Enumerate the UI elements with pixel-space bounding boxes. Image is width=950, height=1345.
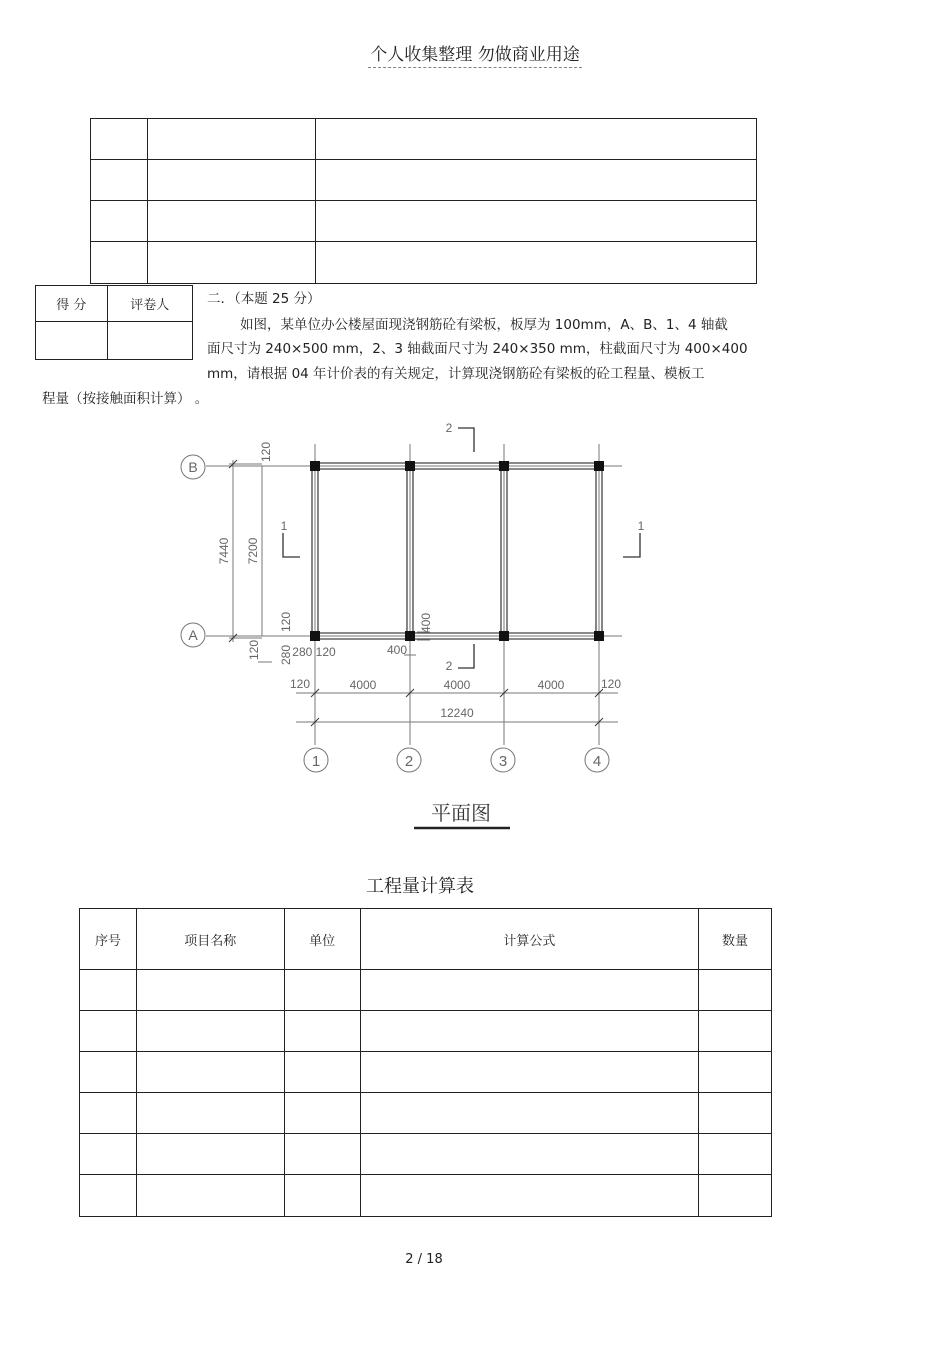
header-text: 个人收集整理 勿做商业用途 — [368, 45, 581, 68]
col-header-quantity: 数量 — [699, 909, 772, 970]
calc-table-header-row — [80, 909, 772, 970]
dim-12240: 12240 — [440, 706, 474, 720]
col-header-unit: 单位 — [284, 909, 360, 970]
col-header-item: 项目名称 — [136, 909, 284, 970]
axis-label-4: 4 — [592, 753, 602, 770]
dim-4000-3: 4000 — [537, 678, 565, 692]
calc-table-title: 工程量计算表 — [366, 876, 474, 897]
column — [594, 631, 604, 641]
section-mark-2-bottom: 2 — [445, 659, 453, 673]
column — [310, 461, 320, 471]
dim-120-mid: 120 — [279, 611, 293, 633]
dim-120-top: 120 — [259, 441, 273, 463]
axis-label-2: 2 — [404, 753, 414, 770]
question-number: 二．（本题 25 分） — [207, 291, 321, 307]
axis-label-1: 1 — [311, 753, 321, 770]
table-row — [80, 1134, 772, 1175]
question-line-1: 如图，某单位办公楼屋面现浇钢筋砼有梁板，板厚为 100mm，A、B、1、4 轴截 — [240, 317, 728, 333]
section-mark-1-left: 1 — [280, 519, 288, 533]
dim-120-b: 120 — [600, 677, 622, 691]
page-number: 2 / 18 — [405, 1252, 443, 1267]
drawing-caption: 平面图 — [431, 801, 491, 825]
table-row — [80, 970, 772, 1011]
dim-280-120: 280 120 — [292, 645, 336, 659]
col-header-formula: 计算公式 — [360, 909, 698, 970]
column — [594, 461, 604, 471]
axis-label-3: 3 — [498, 753, 508, 770]
axis-label-b: B — [188, 459, 198, 475]
axis-label-a: A — [188, 627, 198, 643]
question-line-3: mm，请根据 04 年计价表的有关规定，计算现浇钢筋砼有梁板的砼工程量、模板工 — [207, 366, 705, 382]
table-row — [80, 1011, 772, 1052]
calc-table — [79, 908, 772, 1217]
question-line-4: 程量（按接触面积计算） 。 — [42, 391, 209, 407]
dim-280: 280 — [279, 644, 293, 666]
dim-400-beam: 400 — [386, 643, 408, 657]
column — [405, 631, 415, 641]
dim-120-a: 120 — [289, 677, 311, 691]
dim-7440: 7440 — [217, 537, 231, 565]
section-mark-2-top: 2 — [445, 421, 453, 435]
col-header-index: 序号 — [80, 909, 137, 970]
table-row — [80, 1175, 772, 1217]
column — [310, 631, 320, 641]
section-mark-1-right: 1 — [637, 519, 645, 533]
question-line-2: 面尺寸为 240×500 mm，2、3 轴截面尺寸为 240×350 mm，柱截面尺寸为 400×400 — [207, 341, 748, 357]
column — [499, 631, 509, 641]
dim-7200: 7200 — [246, 537, 260, 565]
table-row — [80, 1052, 772, 1093]
dim-4000-1: 4000 — [349, 678, 377, 692]
table-row — [80, 1093, 772, 1134]
dim-4000-2: 4000 — [443, 678, 471, 692]
dim-120-left: 120 — [247, 639, 261, 661]
column — [405, 461, 415, 471]
score-label: 得 分 — [36, 286, 108, 322]
grader-label: 评卷人 — [107, 286, 192, 322]
column — [499, 461, 509, 471]
dim-400-col: 400 — [419, 612, 433, 634]
